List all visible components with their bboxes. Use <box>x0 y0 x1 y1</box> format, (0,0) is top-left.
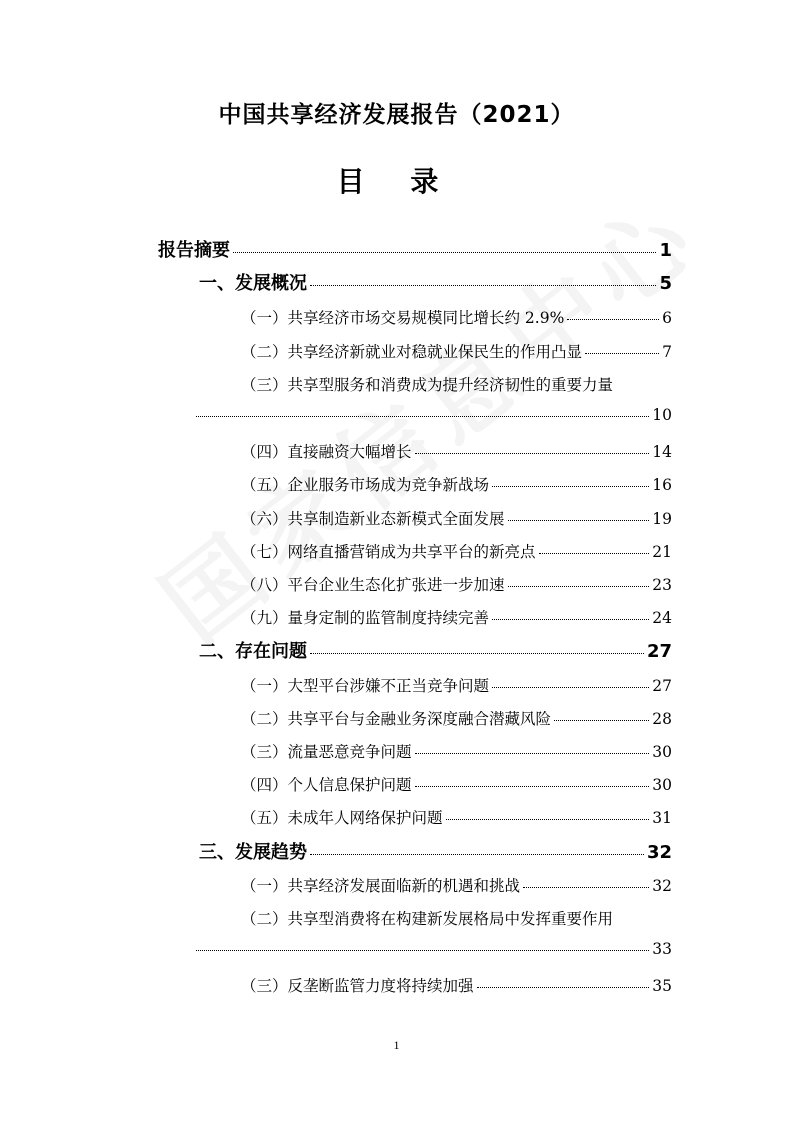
toc-entry-label: （八）平台企业生态化扩张进一步加速 <box>241 576 505 594</box>
toc-entry-1-9[interactable] <box>241 606 672 628</box>
toc-leader <box>233 252 656 253</box>
toc-entry-page: 33 <box>652 940 672 958</box>
toc-heading: 目 录 <box>336 165 457 198</box>
toc-entry-3-2[interactable] <box>241 907 672 929</box>
toc-leader <box>492 619 649 620</box>
toc-entry-section-1[interactable] <box>199 269 672 295</box>
toc-leader <box>492 687 649 688</box>
toc-entry-2-3[interactable] <box>241 740 672 762</box>
document-title: 中国共享经济发展报告（2021） <box>218 102 575 128</box>
toc-entry-summary[interactable] <box>158 236 672 262</box>
toc-entry-page: 30 <box>652 776 672 794</box>
toc-entry-1-6[interactable] <box>241 507 672 529</box>
page-number: 1 <box>393 1038 400 1052</box>
toc-entry-page: 30 <box>652 743 672 761</box>
toc-entry-page: 5 <box>659 273 672 294</box>
toc-entry-page: 23 <box>652 576 672 594</box>
toc-entry-page: 32 <box>652 877 672 895</box>
toc-entry-page: 1 <box>659 240 672 261</box>
toc-entry-label: （九）量身定制的监管制度持续完善 <box>241 609 490 627</box>
toc-entry-1-3-continuation[interactable] <box>196 406 672 424</box>
toc-entry-page: 19 <box>652 510 672 528</box>
toc-entry-label: 报告摘要 <box>158 240 230 261</box>
toc-entry-label: 三、发展趋势 <box>199 842 307 863</box>
toc-entry-label: （二）共享经济新就业对稳就业保民生的作用凸显 <box>241 343 583 361</box>
toc-entry-label: 二、存在问题 <box>199 641 307 662</box>
toc-leader <box>196 950 649 951</box>
toc-entry-label: （二）共享型消费将在构建新发展格局中发挥重要作用 <box>241 910 614 928</box>
toc-leader <box>310 854 644 855</box>
toc-leader <box>477 987 650 988</box>
toc-entry-1-3[interactable] <box>241 373 672 395</box>
toc-leader <box>508 520 650 521</box>
toc-entry-label: （三）流量恶意竞争问题 <box>241 743 412 761</box>
toc-entry-label: （四）直接融资大幅增长 <box>241 443 412 461</box>
toc-entry-label: （一）大型平台涉嫌不正当竞争问题 <box>241 677 490 695</box>
toc-entry-page: 27 <box>652 677 672 695</box>
toc-entry-page: 24 <box>652 609 672 627</box>
toc-leader <box>415 786 650 787</box>
toc-entry-1-5[interactable] <box>241 473 672 495</box>
toc-leader <box>196 416 649 417</box>
toc-entry-page: 14 <box>652 443 672 461</box>
toc-entry-2-1[interactable] <box>241 674 672 696</box>
toc-entry-2-5[interactable] <box>241 806 672 828</box>
toc-entry-page: 16 <box>652 476 672 494</box>
toc-entry-label: （二）共享平台与金融业务深度融合潜藏风险 <box>241 710 552 728</box>
toc-entry-page: 6 <box>662 309 672 327</box>
toc-leader <box>508 586 650 587</box>
toc-leader <box>567 319 659 320</box>
toc-entry-1-4[interactable] <box>241 440 672 462</box>
toc-entry-label: （五）未成年人网络保护问题 <box>241 809 443 827</box>
toc-entry-label: （一）共享经济发展面临新的机遇和挑战 <box>241 877 521 895</box>
toc-leader <box>523 887 649 888</box>
toc-entry-label: （四）个人信息保护问题 <box>241 776 412 794</box>
toc-entry-label: 一、发展概况 <box>199 273 307 294</box>
toc-entry-label: （五）企业服务市场成为竞争新战场 <box>241 476 490 494</box>
toc-leader <box>492 486 649 487</box>
toc-entry-label: （三）共享型服务和消费成为提升经济韧性的重要力量 <box>241 376 614 394</box>
toc-entry-page: 28 <box>652 710 672 728</box>
toc-entry-page: 31 <box>652 809 672 827</box>
toc-entry-page: 32 <box>646 842 672 863</box>
toc-entry-2-2[interactable] <box>241 707 672 729</box>
toc-entry-page: 7 <box>662 343 672 361</box>
toc-entry-2-4[interactable] <box>241 773 672 795</box>
toc-entry-1-8[interactable] <box>241 573 672 595</box>
toc-entry-page: 27 <box>646 641 672 662</box>
toc-entry-3-3[interactable] <box>241 974 672 996</box>
toc-entry-page: 21 <box>652 543 672 561</box>
toc-entry-section-2[interactable] <box>199 637 672 663</box>
toc-leader <box>554 720 649 721</box>
toc-leader <box>446 819 650 820</box>
toc-entry-3-1[interactable] <box>241 874 672 896</box>
toc-leader <box>310 653 644 654</box>
toc-entry-1-7[interactable] <box>241 540 672 562</box>
toc-entry-label: （七）网络直播营销成为共享平台的新亮点 <box>241 543 536 561</box>
toc-entry-label: （六）共享制造新业态新模式全面发展 <box>241 510 505 528</box>
toc-leader <box>539 553 650 554</box>
toc-entry-label: （三）反垄断监管力度将持续加强 <box>241 977 474 995</box>
toc-entry-1-1[interactable] <box>241 306 672 328</box>
toc-entry-section-3[interactable] <box>199 838 672 864</box>
toc-entry-1-2[interactable] <box>241 340 672 362</box>
toc-entry-3-2-continuation[interactable] <box>196 940 672 958</box>
toc-leader <box>310 285 656 286</box>
toc-entry-label: （一）共享经济市场交易规模同比增长约 2.9% <box>241 309 565 327</box>
toc-leader <box>415 753 650 754</box>
toc-leader <box>415 453 650 454</box>
toc-leader <box>585 353 659 354</box>
toc-entry-page: 10 <box>652 406 672 424</box>
toc-entry-page: 35 <box>652 977 672 995</box>
